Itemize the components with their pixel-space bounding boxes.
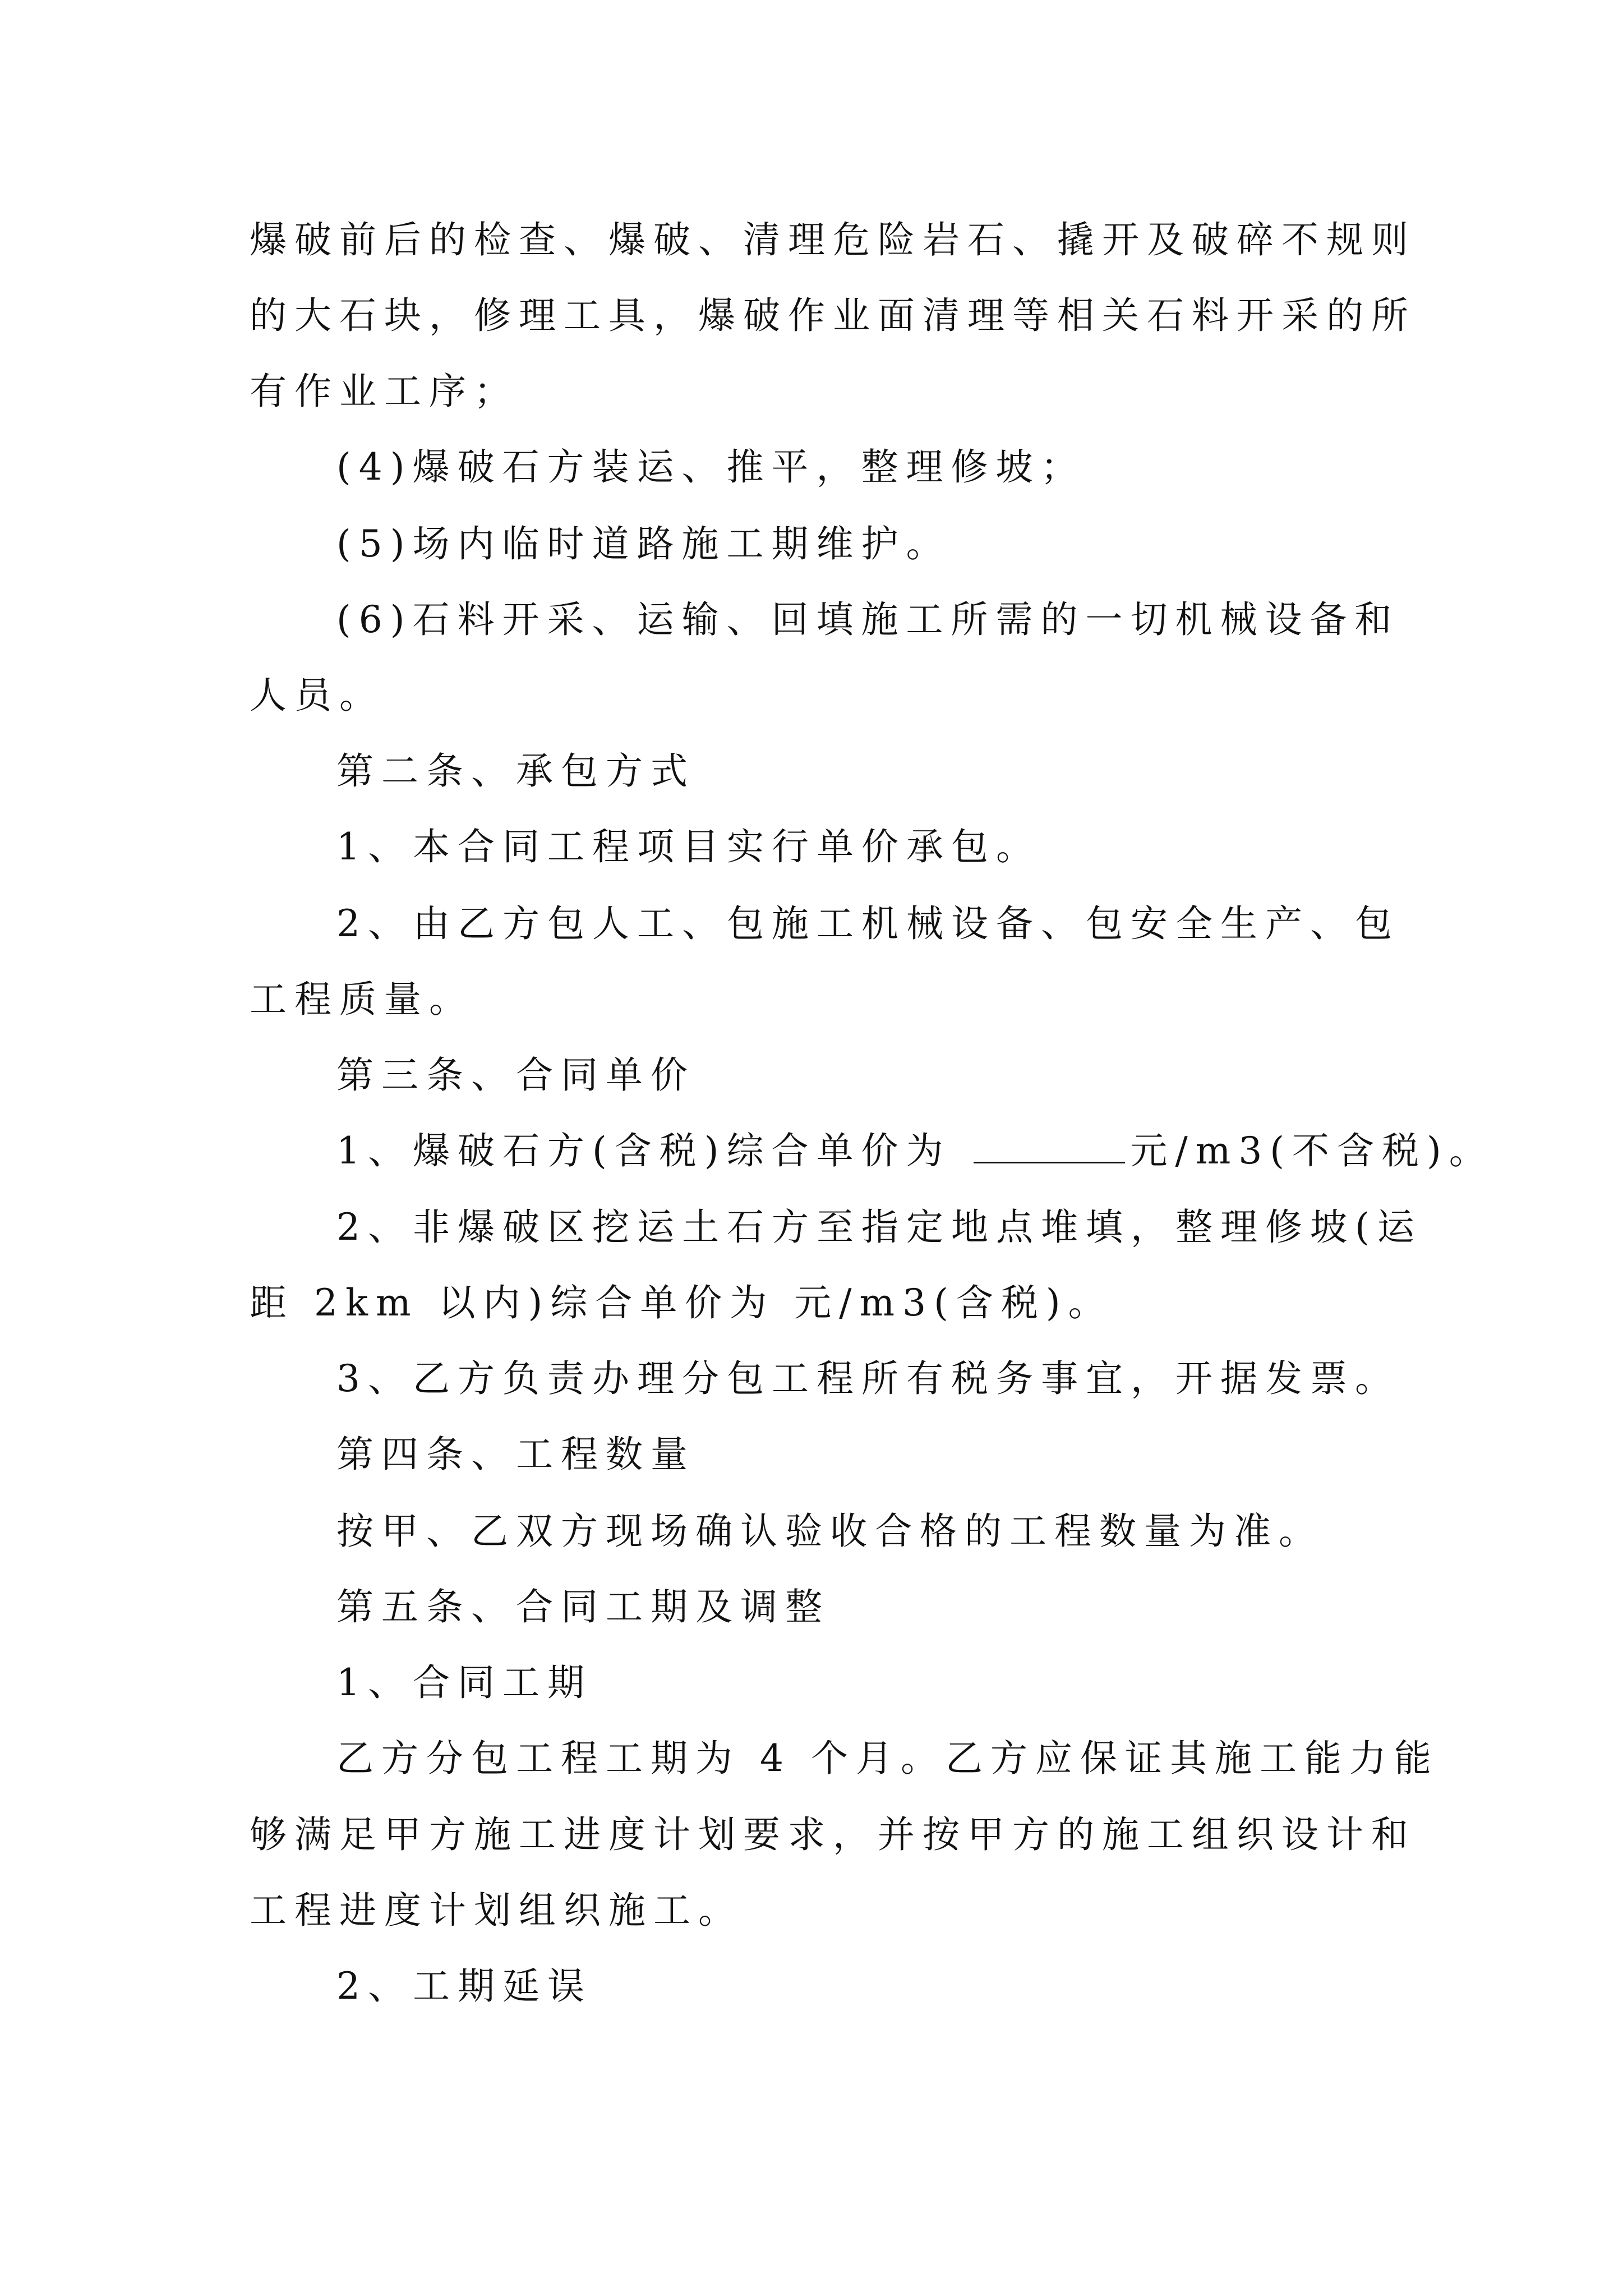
body-text-line: (4)爆破石方装运、推平，整理修坡；: [336, 445, 1086, 489]
section-heading: 第三条、合同单价: [336, 1053, 695, 1097]
section-heading: 第四条、工程数量: [336, 1433, 695, 1476]
body-text-line: 乙方分包工程工期为 4 个月。乙方应保证其施工能力能: [336, 1737, 1439, 1780]
section-heading: 第二条、承包方式: [336, 749, 695, 793]
fill-in-blank: [974, 1129, 1125, 1163]
section-heading: 第五条、合同工期及调整: [336, 1585, 830, 1628]
unit-price-label: 1、爆破石方(含税)综合单价为: [336, 1129, 951, 1172]
body-text-line: 2、由乙方包人工、包施工机械设备、包安全生产、包: [336, 902, 1400, 945]
subsection-heading: 2、工期延误: [336, 1964, 592, 2008]
body-text-line: 按甲、乙双方现场确认验收合格的工程数量为准。: [336, 1510, 1324, 1553]
unit-price-line: [336, 1129, 1494, 1174]
body-text-line: (6)石料开采、运输、回填施工所需的一切机械设备和: [336, 598, 1400, 641]
body-text-line: 工程质量。: [250, 978, 474, 1021]
body-text-line: 工程进度计划组织施工。: [250, 1889, 743, 1932]
body-text-line: (5)场内临时道路施工期维护。: [336, 522, 951, 565]
body-text-line: 2、非爆破区挖运土石方至指定地点堆填，整理修坡(运: [336, 1205, 1422, 1249]
body-text-line: 够满足甲方施工进度计划要求，并按甲方的施工组织设计和: [250, 1813, 1416, 1856]
body-text-line: 有作业工序；: [250, 370, 519, 413]
body-text-line: 人员。: [250, 674, 384, 717]
body-text-line: 距 2km 以内)综合单价为 元/m3(含税)。: [250, 1281, 1113, 1324]
body-text-line: 的大石块，修理工具，爆破作业面清理等相关石料开采的所: [250, 294, 1416, 337]
body-text-line: 3、乙方负责办理分包工程所有税务事宜，开据发票。: [336, 1357, 1400, 1400]
subsection-heading: 1、合同工期: [336, 1661, 592, 1704]
body-text-line: 1、本合同工程项目实行单价承包。: [336, 825, 1041, 868]
unit-price-unit: 元/m3(不含税)。: [1130, 1129, 1494, 1172]
body-text-line: 爆破前后的检查、爆破、清理危险岩石、撬开及破碎不规则: [250, 218, 1416, 261]
